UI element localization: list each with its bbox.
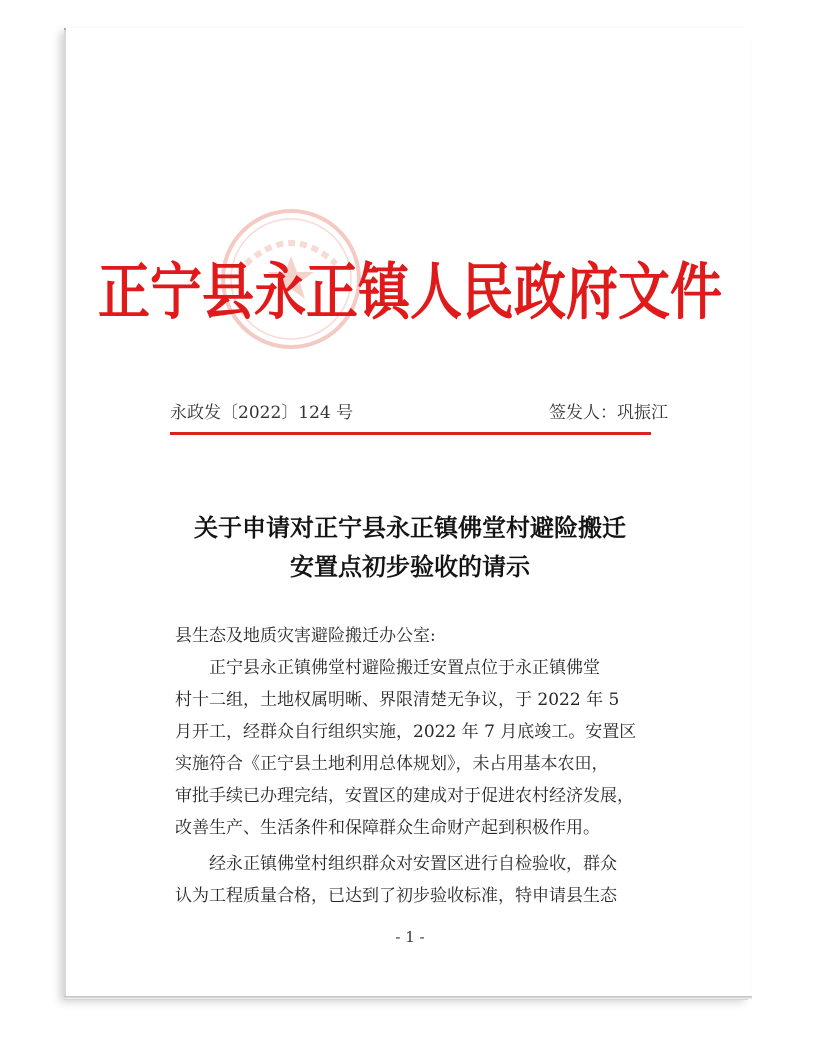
red-divider — [170, 432, 651, 435]
paragraph-1-line: 改善生产、生活条件和保障群众生命财产起到积极作用。 — [175, 818, 600, 838]
recipient: 县生态及地质灾害避险搬迁办公室: — [175, 626, 436, 646]
paragraph-1-line: 村十二组，土地权属明晰、界限清楚无争议，于 2022 年 5 — [175, 690, 620, 710]
paragraph-1-line: 实施符合《正宁县土地利用总体规划》，未占用基本农田， — [175, 754, 609, 774]
paragraph-2-line: 认为工程质量合格，已达到了初步验收标准，特申请县生态 — [175, 886, 617, 906]
subject-line-1: 关于申请对正宁县永正镇佛堂村避险搬迁 — [194, 514, 626, 542]
signer: 签发人：巩振江 — [549, 403, 668, 423]
paragraph-2-line: 经永正镇佛堂村组织群众对安置区进行自检验收，群众 — [209, 854, 617, 874]
scan-edge-bottom — [64, 996, 752, 999]
document-header-title: 正宁县永正镇人民政府文件 — [97, 257, 722, 329]
page-number: - 1 - — [395, 928, 425, 946]
paragraph-1-line: 月开工，经群众自行组织实施，2022 年 7 月底竣工。安置区 — [175, 722, 637, 742]
document-number: 永政发〔2022〕124 号 — [170, 403, 354, 423]
subject-line-2: 安置点初步验收的请示 — [290, 553, 530, 581]
paragraph-1-line: 正宁县永正镇佛堂村避险搬迁安置点位于永正镇佛堂 — [209, 658, 600, 678]
paragraph-1-line: 审批手续已办理完结，安置区的建成对于促进农村经济发展， — [175, 786, 634, 806]
